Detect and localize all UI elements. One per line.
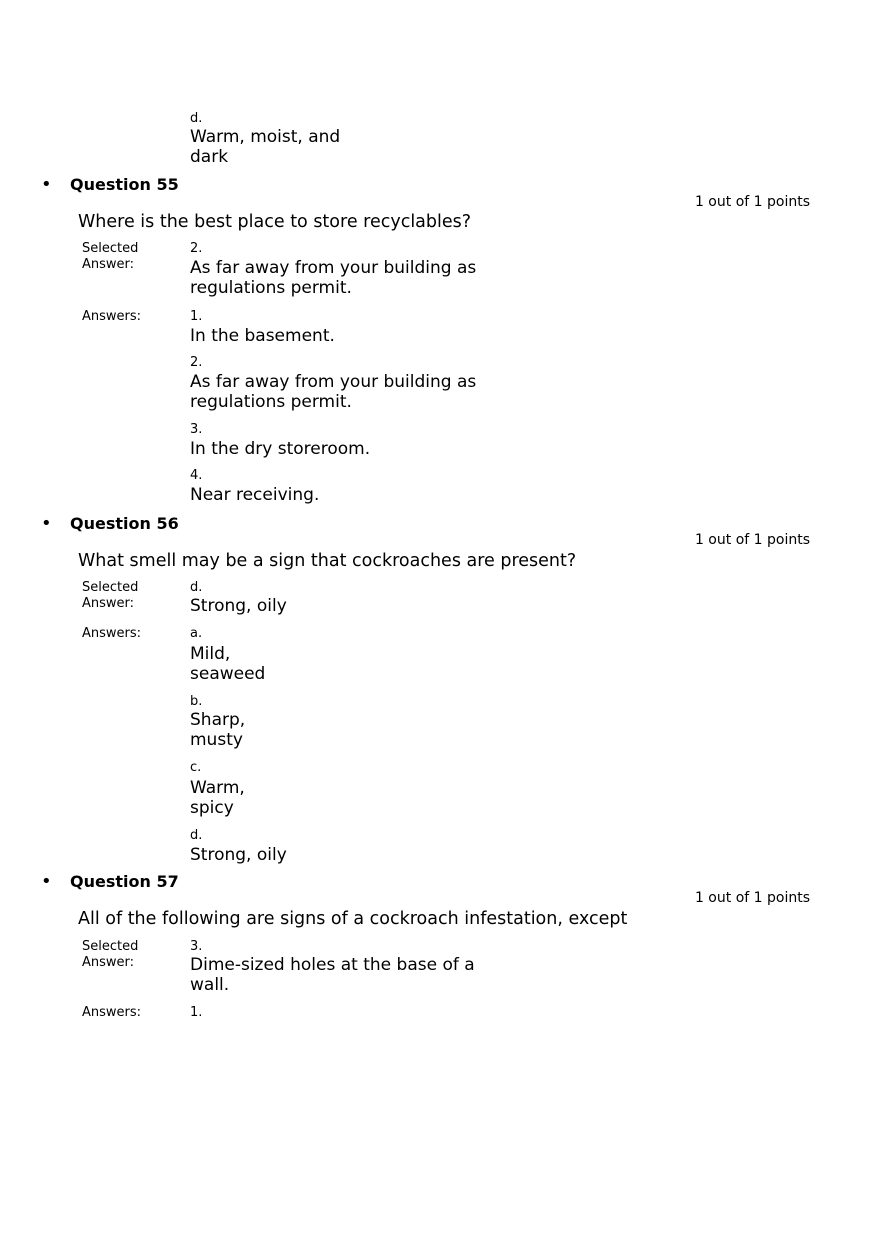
selected-answer-text: Dime-sized holes at the base of a wall. [190,955,475,995]
answer-number: 1. [190,1005,203,1020]
question-title: Question 56 [70,514,179,533]
selected-answer-number: 2. [190,241,203,256]
answer-number: 1. [190,309,203,324]
selected-answer-label: Selected Answer: [82,241,139,272]
selected-answer-label: Selected Answer: [82,939,139,970]
answer-text: Sharp, musty [190,710,246,750]
question-text: Where is the best place to store recyclables? [78,212,472,232]
selected-answer-number: 3. [190,939,203,954]
answer-label: d. [190,111,203,126]
question-title: Question 55 [70,175,179,194]
answer-text: Warm, moist, and dark [190,127,341,167]
bullet-icon: • [41,174,52,195]
answer-text: Strong, oily [190,845,287,865]
answer-number: c. [190,760,202,775]
answer-text: In the basement. [190,326,335,346]
answers-label: Answers: [82,1005,142,1020]
answer-number: 4. [190,468,203,483]
question-title: Question 57 [70,872,179,891]
bullet-icon: • [41,871,52,892]
selected-answer-label: Selected Answer: [82,580,139,611]
answer-number: d. [190,828,203,843]
points-score: 1 out of 1 points [694,532,810,548]
answers-label: Answers: [82,626,142,641]
selected-answer-text: As far away from your building as regulations permit. [190,258,477,298]
selected-answer-number: d. [190,580,203,595]
points-score: 1 out of 1 points [694,890,810,906]
answer-text: As far away from your building as regulations permit. [190,372,477,412]
selected-answer-text: Strong, oily [190,596,287,616]
answer-number: b. [190,694,203,709]
bullet-icon: • [41,513,52,534]
question-text: What smell may be a sign that cockroaches are present? [78,551,577,571]
answer-text: Mild, seaweed [190,644,266,684]
answer-text: Warm, spicy [190,778,245,818]
points-score: 1 out of 1 points [694,194,810,210]
question-text: All of the following are signs of a cockroach infestation, except [78,909,628,929]
answer-number: a. [190,626,203,641]
answer-text: In the dry storeroom. [190,439,371,459]
answer-text: Near receiving. [190,485,320,505]
answers-label: Answers: [82,309,142,324]
answer-number: 3. [190,422,203,437]
answer-number: 2. [190,355,203,370]
